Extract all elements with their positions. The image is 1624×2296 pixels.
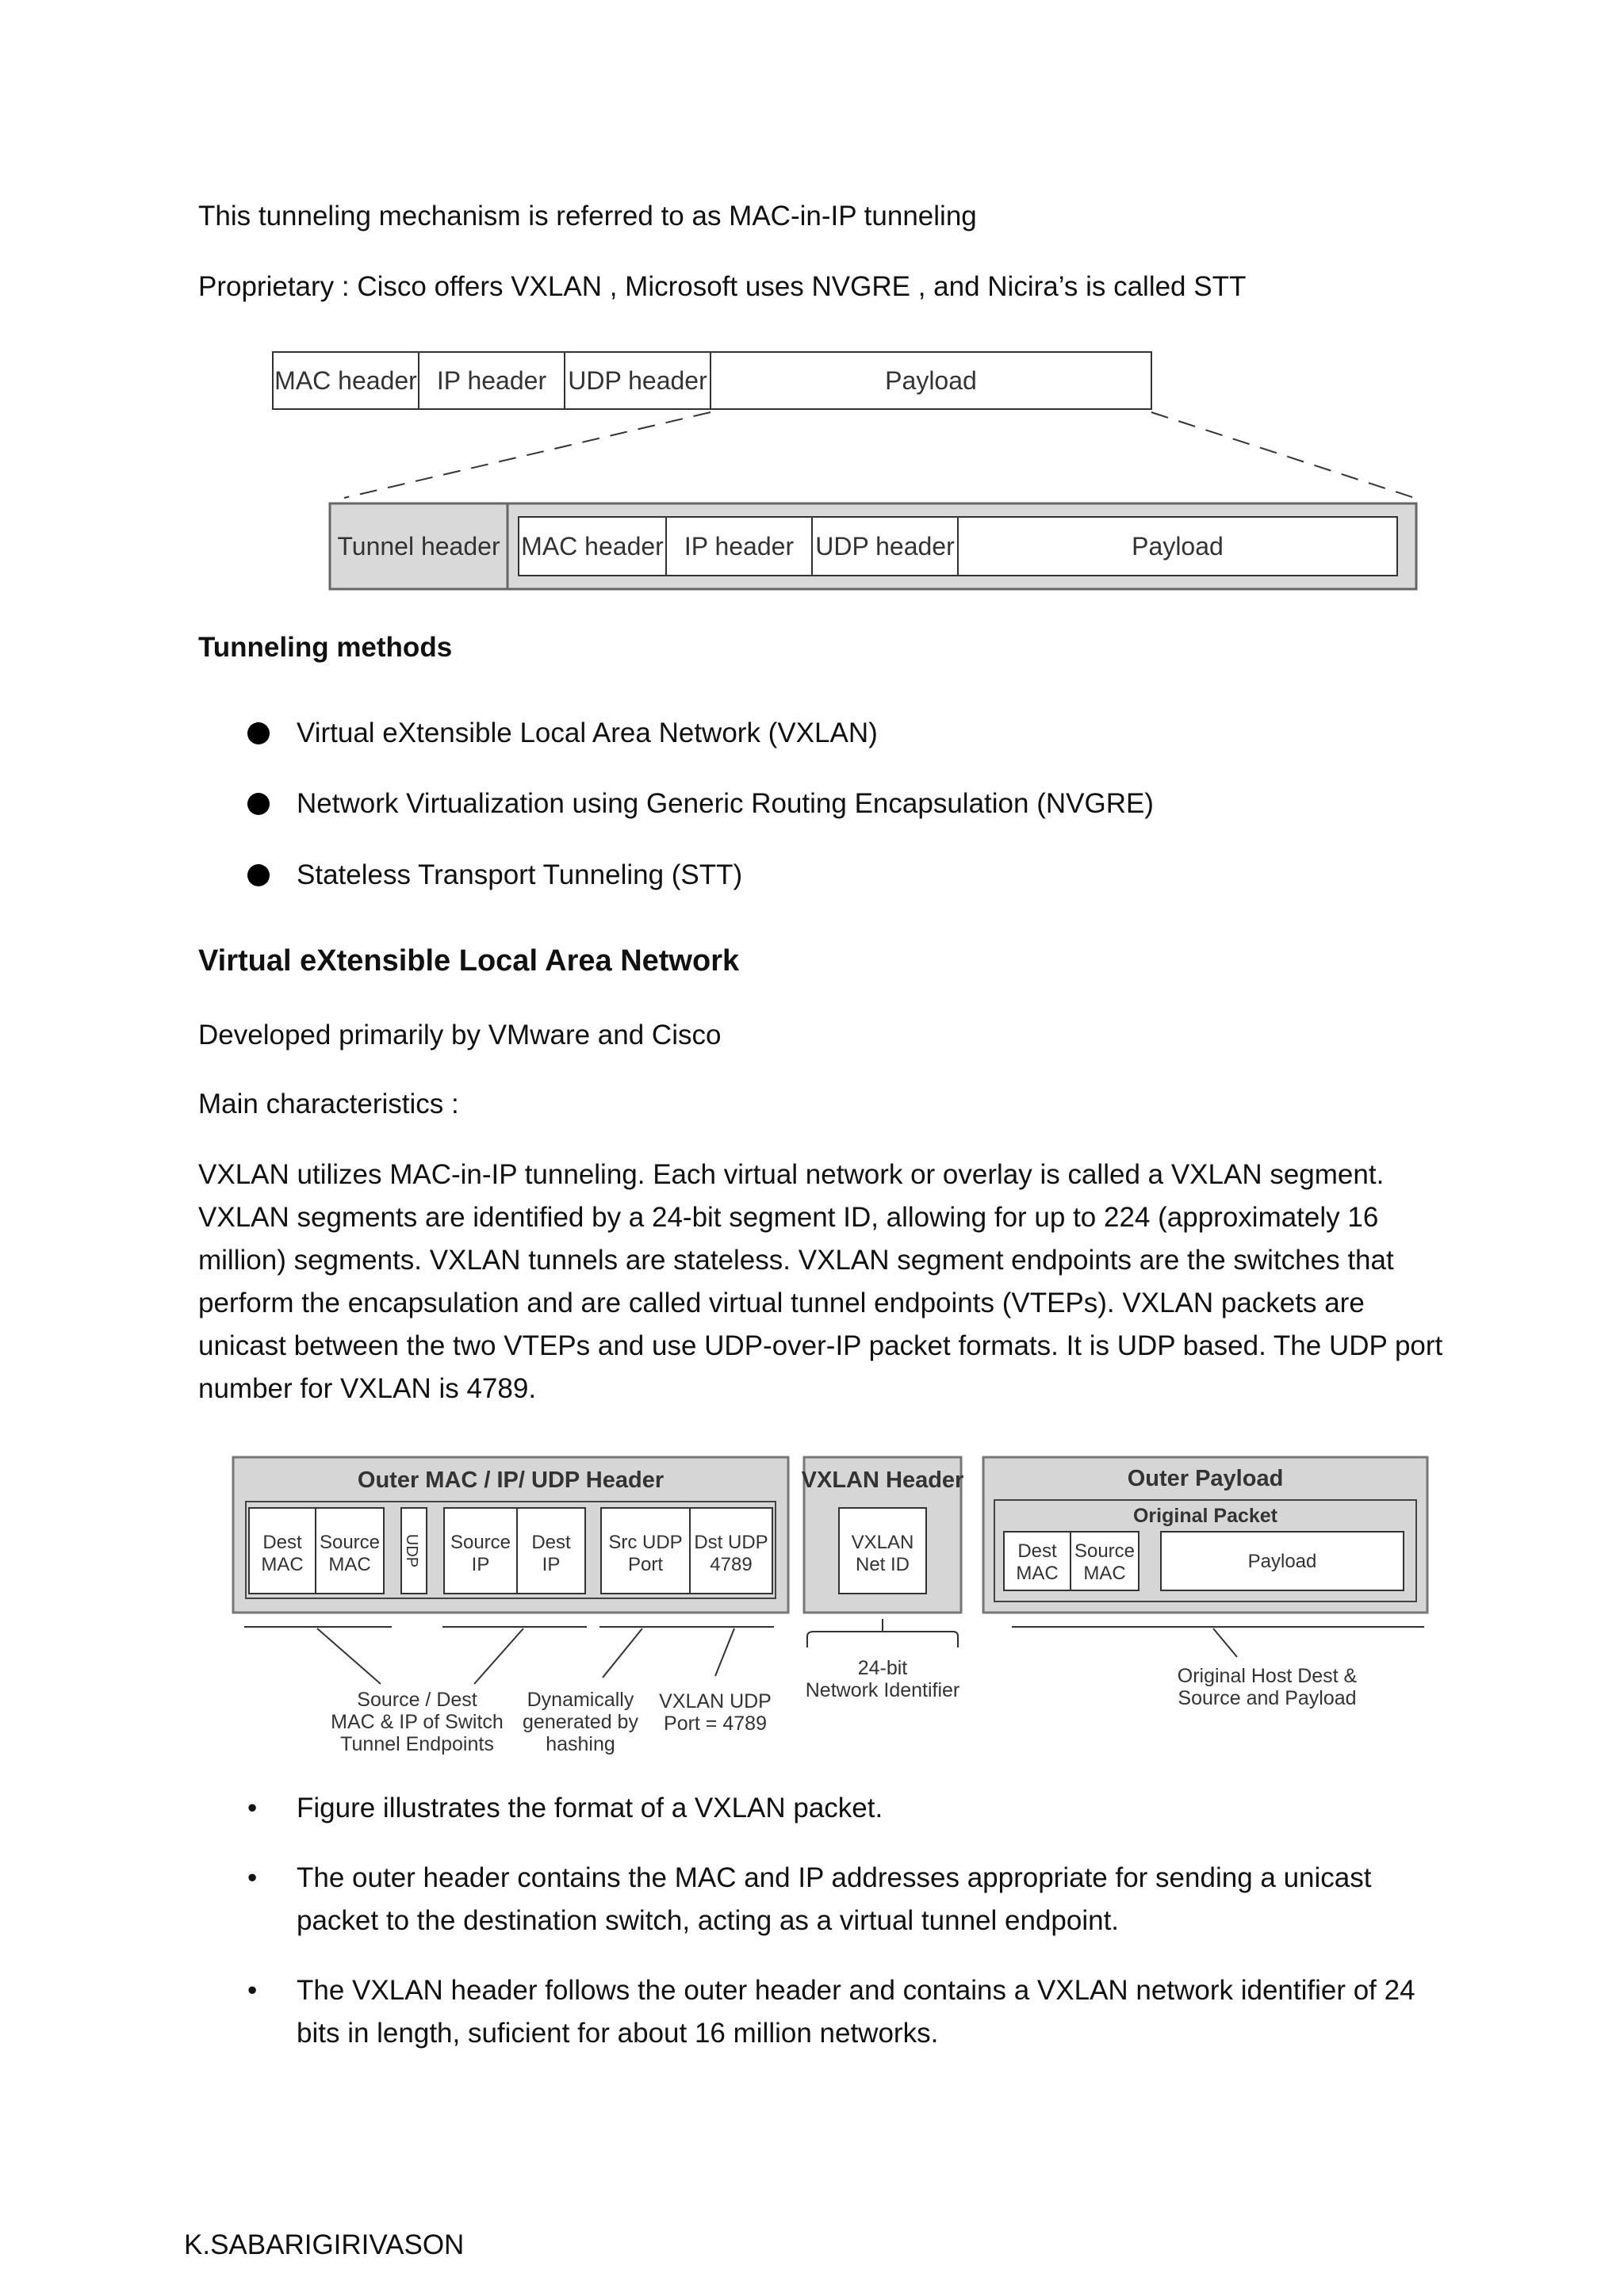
top-payload-label: Payload bbox=[885, 366, 977, 395]
original-packet-title: Original Packet bbox=[1132, 1505, 1278, 1527]
paragraph-line: VXLAN utilizes MAC-in-IP tunneling. Each virtual network or overlay is called a VXLAN segment. bbox=[198, 1159, 1385, 1190]
vxlan-packet-format-figure bbox=[230, 1452, 1451, 1770]
svg-text:Dest: Dest bbox=[262, 1532, 302, 1553]
svg-text:MAC: MAC bbox=[328, 1554, 371, 1575]
tunnel-encapsulation-figure bbox=[262, 341, 1427, 595]
note-udp-line2: Port = 4789 bbox=[664, 1712, 767, 1735]
footer-author: K.SABARIGIRIVASON bbox=[184, 2229, 465, 2260]
svg-text:Source: Source bbox=[319, 1532, 381, 1553]
note-bits-line1: 24-bit bbox=[857, 1657, 908, 1679]
svg-text:Dest: Dest bbox=[1017, 1540, 1057, 1562]
outer-payload-title: Outer Payload bbox=[1127, 1466, 1284, 1491]
bullet-dot bbox=[247, 722, 270, 744]
svg-text:IP: IP bbox=[471, 1554, 490, 1575]
svg-text:IP: IP bbox=[542, 1554, 561, 1575]
svg-text:Dest: Dest bbox=[531, 1532, 571, 1553]
note-endpoints-line2: MAC & IP of Switch bbox=[331, 1711, 504, 1733]
note-original-line2: Source and Payload bbox=[1178, 1687, 1357, 1709]
note-endpoints-line1: Source / Dest bbox=[357, 1689, 477, 1711]
bullet-dot bbox=[247, 793, 270, 815]
expansion-line-right bbox=[1151, 412, 1415, 498]
paragraph-line: million) segments. VXLAN tunnels are stateless. VXLAN segment endpoints are the switches that bbox=[198, 1245, 1394, 1276]
note-line: bits in length, suﬁcient for about 16 million networks. bbox=[297, 2018, 939, 2049]
udp-vertical-label: UDP bbox=[403, 1533, 420, 1568]
svg-text:Payload: Payload bbox=[1247, 1551, 1317, 1572]
paragraph-line: perform the encapsulation and are called virtual tunnel endpoints (VTEPs). VXLAN packets are bbox=[198, 1288, 1365, 1318]
bottom-ip-header-label: IP header bbox=[684, 532, 795, 561]
note-line: The outer header contains the MAC and IP addresses appropriate for sending a unicast bbox=[297, 1862, 1372, 1893]
svg-text:VXLAN: VXLAN bbox=[851, 1532, 914, 1553]
bottom-payload-label: Payload bbox=[1132, 532, 1224, 561]
paragraph-line: VXLAN segments are identified by a 24-bit segment ID, allowing for up to 224 (approximately 16 bbox=[198, 1202, 1379, 1233]
note-original-line1: Original Host Dest & bbox=[1177, 1665, 1358, 1687]
bottom-udp-header-label: UDP header bbox=[815, 532, 955, 561]
note-line: The VXLAN header follows the outer header and contains a VXLAN network identifier of 24 bbox=[297, 1975, 1415, 2006]
svg-text:MAC: MAC bbox=[261, 1554, 304, 1575]
note-hashing-line2: generated by bbox=[523, 1711, 638, 1733]
paragraph-line: unicast between the two VTEPs and use UDP-over-IP packet formats. It is UDP based. The UDP port bbox=[198, 1330, 1443, 1361]
svg-text:MAC: MAC bbox=[1083, 1563, 1126, 1584]
note-hashing-line3: hashing bbox=[546, 1733, 615, 1755]
svg-text:Src UDP: Src UDP bbox=[608, 1532, 683, 1553]
tunneling-methods-title: Tunneling methods bbox=[198, 632, 453, 663]
svg-text:Dst UDP: Dst UDP bbox=[694, 1532, 768, 1553]
note-udp-line1: VXLAN UDP bbox=[659, 1690, 772, 1712]
vxlan-main-characteristics: Main characteristics : bbox=[198, 1089, 459, 1119]
svg-text:4789: 4789 bbox=[710, 1554, 753, 1575]
bullet-dot: • bbox=[247, 1975, 258, 2006]
tunnel-header-label: Tunnel header bbox=[337, 532, 500, 561]
bracket-vxlan bbox=[807, 1632, 958, 1647]
bullet-dot bbox=[247, 864, 270, 886]
note-bits-line2: Network Identifier bbox=[805, 1679, 960, 1701]
vxlan-description-paragraph bbox=[198, 1154, 1443, 1410]
top-udp-header-label: UDP header bbox=[568, 366, 707, 395]
note-line: Figure illustrates the format of a VXLAN packet. bbox=[297, 1793, 883, 1823]
bullet-dot: • bbox=[247, 1862, 258, 1893]
tunneling-item-vxlan: Virtual eXtensible Local Area Network (VXLAN) bbox=[297, 718, 878, 748]
svg-text:Net ID: Net ID bbox=[855, 1554, 910, 1575]
top-ip-header-label: IP header bbox=[436, 366, 547, 395]
note-line: packet to the destination switch, acting as a virtual tunnel endpoint. bbox=[297, 1905, 1120, 1936]
outer-header-title: Outer MAC / IP/ UDP Header bbox=[357, 1468, 665, 1493]
expansion-line-left bbox=[344, 412, 710, 498]
tunneling-item-nvgre: Network Virtualization using Generic Routing Encapsulation (NVGRE) bbox=[297, 788, 1154, 819]
tunneling-item-stt: Stateless Transport Tunneling (STT) bbox=[297, 859, 743, 890]
vxlan-section-title: Virtual eXtensible Local Area Network bbox=[198, 944, 740, 978]
bottom-mac-header-label: MAC header bbox=[521, 532, 664, 561]
paragraph-line: number for VXLAN is 4789. bbox=[198, 1373, 537, 1404]
intro-line-1: This tunneling mechanism is referred to as MAC-in-IP tunneling bbox=[198, 201, 977, 232]
svg-text:Source: Source bbox=[450, 1532, 511, 1553]
svg-text:MAC: MAC bbox=[1016, 1563, 1059, 1584]
note-hashing-line1: Dynamically bbox=[527, 1689, 634, 1711]
vxlan-developed-line: Developed primarily by VMware and Cisco bbox=[198, 1020, 722, 1050]
svg-text:Source: Source bbox=[1074, 1540, 1136, 1562]
vxlan-header-title: VXLAN Header bbox=[801, 1468, 964, 1493]
svg-text:Port: Port bbox=[627, 1554, 664, 1575]
intro-line-2: Proprietary : Cisco offers VXLAN , Microsoft uses NVGRE , and Nicira’s is called STT bbox=[198, 271, 1247, 302]
note-endpoints-line3: Tunnel Endpoints bbox=[340, 1733, 494, 1755]
bullet-dot: • bbox=[247, 1793, 258, 1823]
top-mac-header-label: MAC header bbox=[274, 366, 417, 395]
